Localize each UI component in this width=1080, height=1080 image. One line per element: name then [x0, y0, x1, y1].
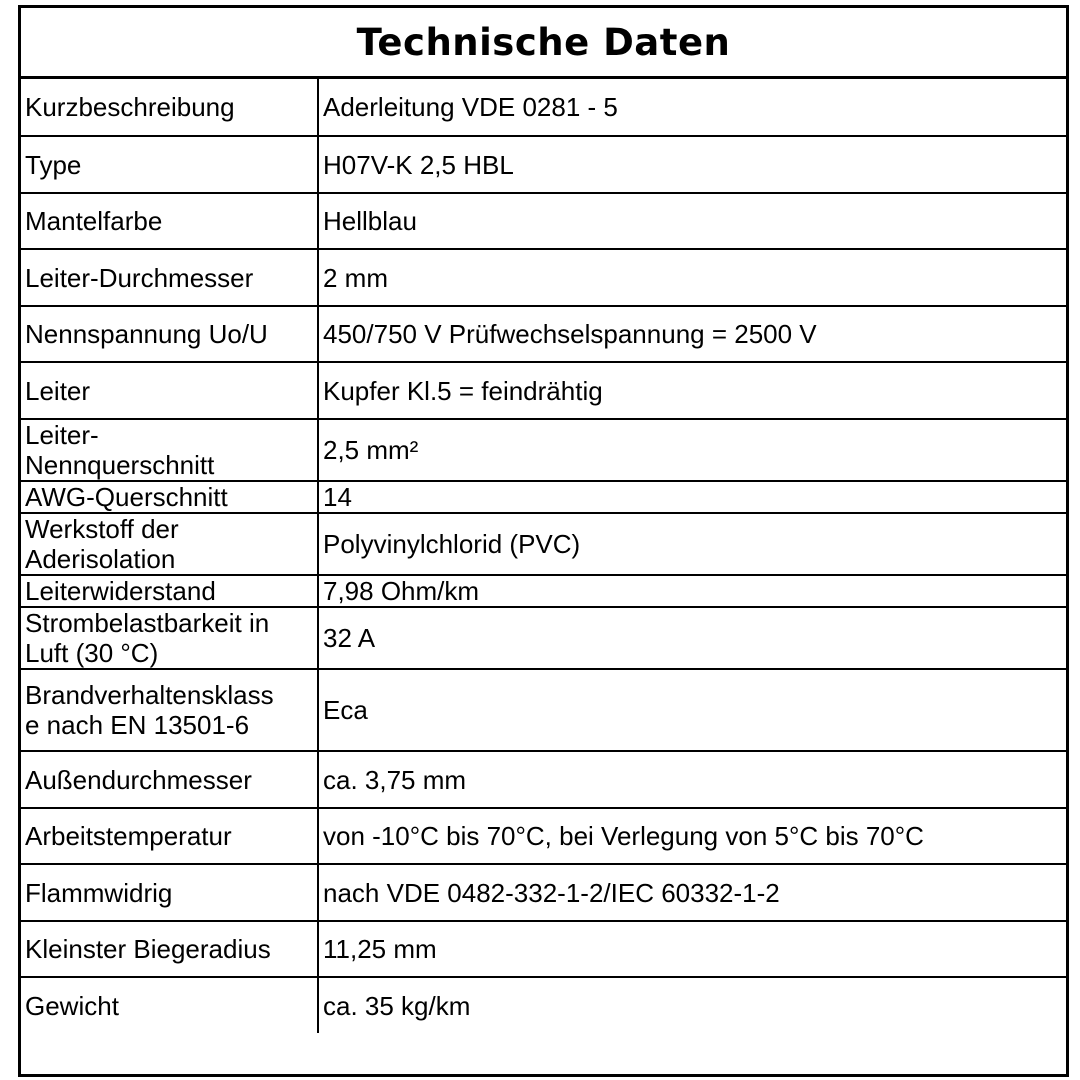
spec-label: Gewicht	[21, 977, 318, 1033]
spec-value: Polyvinylchlorid (PVC)	[318, 513, 1066, 575]
page-title: Technische Daten	[356, 20, 731, 64]
spec-label: Leiter	[21, 362, 318, 419]
spec-label: Kurzbeschreibung	[21, 79, 318, 136]
spec-table	[21, 79, 1066, 1033]
table-row	[21, 79, 1066, 136]
spec-value: von -10°C bis 70°C, bei Verlegung von 5°C bis 70°C	[318, 808, 1066, 864]
spec-value: nach VDE 0482-332-1-2/IEC 60332-1-2	[318, 864, 1066, 921]
spec-value: 2,5 mm²	[318, 419, 1066, 481]
table-row	[21, 751, 1066, 808]
spec-value: Aderleitung VDE 0281 - 5	[318, 79, 1066, 136]
spec-label: Mantelfarbe	[21, 193, 318, 249]
table-row	[21, 808, 1066, 864]
table-row	[21, 249, 1066, 306]
table-row	[21, 575, 1066, 607]
spec-label: Nennspannung Uo/U	[21, 306, 318, 362]
spec-label: Leiter-Durchmesser	[21, 249, 318, 306]
table-row	[21, 193, 1066, 249]
spec-value: 11,25 mm	[318, 921, 1066, 977]
spec-label: Leiter- Nennquerschnitt	[21, 419, 318, 481]
table-row	[21, 977, 1066, 1033]
table-row	[21, 362, 1066, 419]
table-row	[21, 607, 1066, 669]
spec-value: 32 A	[318, 607, 1066, 669]
table-row	[21, 481, 1066, 513]
spec-label: Flammwidrig	[21, 864, 318, 921]
spec-label: Type	[21, 136, 318, 193]
spec-label: Arbeitstemperatur	[21, 808, 318, 864]
table-row	[21, 669, 1066, 751]
spec-value: 2 mm	[318, 249, 1066, 306]
spec-value: ca. 35 kg/km	[318, 977, 1066, 1033]
table-row	[21, 136, 1066, 193]
spec-value: 7,98 Ohm/km	[318, 575, 1066, 607]
spec-label: Strombelastbarkeit in Luft (30 °C)	[21, 607, 318, 669]
technical-data-sheet	[18, 5, 1069, 1077]
spec-table-body	[21, 79, 1066, 1033]
spec-value: 14	[318, 481, 1066, 513]
table-row	[21, 419, 1066, 481]
spec-value: Kupfer Kl.5 = feindrähtig	[318, 362, 1066, 419]
spec-value: H07V-K 2,5 HBL	[318, 136, 1066, 193]
spec-label: Kleinster Biegeradius	[21, 921, 318, 977]
table-row	[21, 306, 1066, 362]
spec-label: Werkstoff der Aderisolation	[21, 513, 318, 575]
spec-label: Außendurchmesser	[21, 751, 318, 808]
spec-value: Eca	[318, 669, 1066, 751]
spec-value: Hellblau	[318, 193, 1066, 249]
table-row	[21, 921, 1066, 977]
spec-label: Brandverhaltensklass e nach EN 13501-6	[21, 669, 318, 751]
table-row	[21, 864, 1066, 921]
table-row	[21, 513, 1066, 575]
spec-label: Leiterwiderstand	[21, 575, 318, 607]
spec-value: 450/750 V Prüfwechselspannung = 2500 V	[318, 306, 1066, 362]
spec-value: ca. 3,75 mm	[318, 751, 1066, 808]
title-row	[21, 8, 1066, 79]
spec-label: AWG-Querschnitt	[21, 481, 318, 513]
